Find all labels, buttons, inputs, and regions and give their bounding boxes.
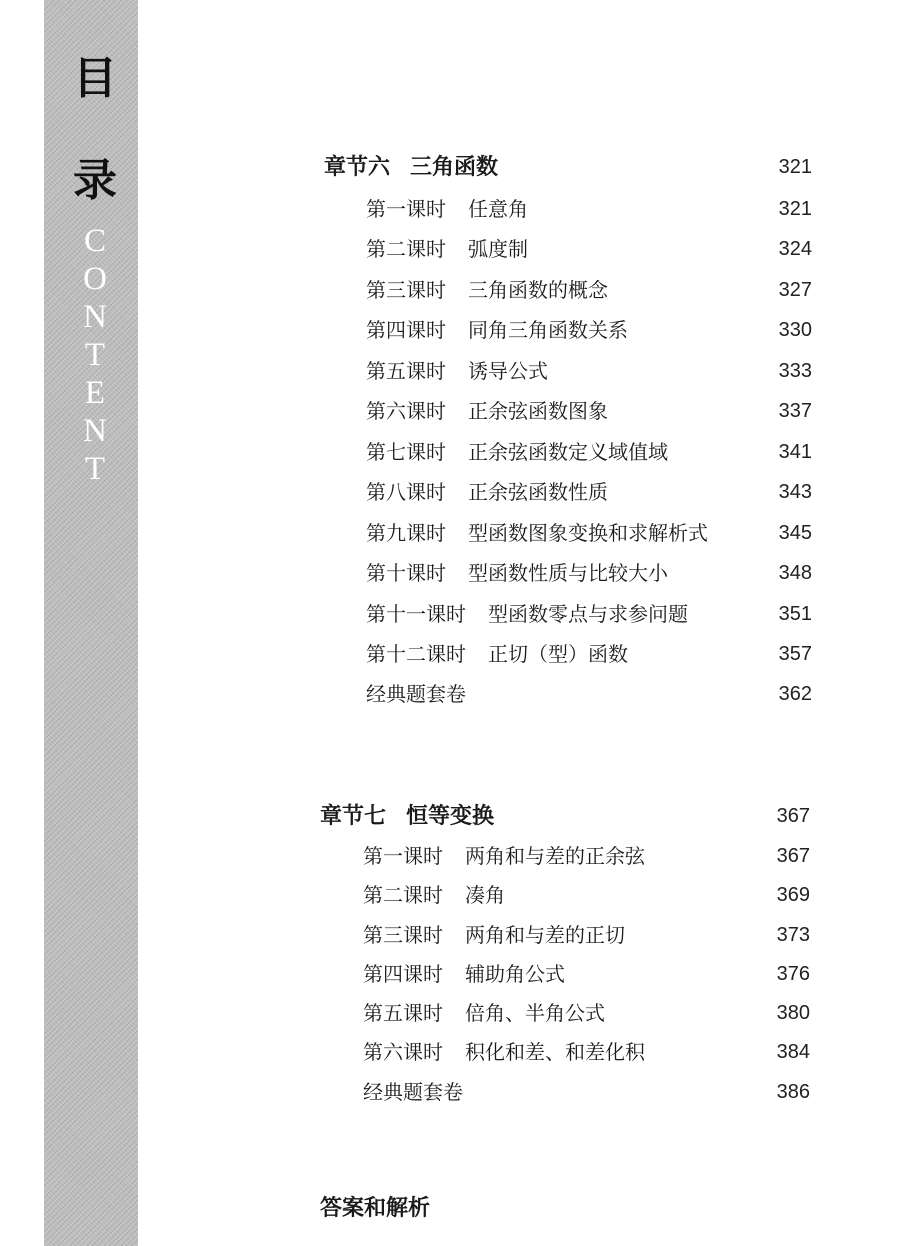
- page-number: 341: [778, 441, 812, 463]
- lesson-title: 诱导公式: [468, 359, 548, 383]
- page-number: 351: [778, 603, 812, 625]
- lesson-row[interactable]: [0, 232, 904, 266]
- lesson-number: 第一课时: [366, 197, 446, 221]
- lesson-number: 第三课时: [366, 278, 446, 302]
- page-number: 333: [778, 360, 812, 382]
- lesson-label: [363, 957, 565, 991]
- page-number: 321: [778, 198, 812, 220]
- lesson-label: [363, 878, 505, 912]
- page-number: 348: [778, 562, 812, 584]
- lesson-row[interactable]: [0, 918, 904, 952]
- lesson-label: [366, 475, 608, 509]
- page-number: 330: [778, 319, 812, 341]
- lesson-row[interactable]: [0, 192, 904, 226]
- page-number: 386: [776, 1081, 810, 1103]
- chapter-title: 恒等变换: [406, 803, 495, 829]
- lesson-label: [366, 516, 708, 550]
- lesson-title: 倍角、半角公式: [465, 1001, 605, 1025]
- content-letter: T: [84, 337, 106, 373]
- page-number: 337: [778, 400, 812, 422]
- chapter-label: [324, 150, 498, 184]
- lesson-row[interactable]: [0, 435, 904, 469]
- chapter-number: 章节六: [324, 154, 391, 180]
- lesson-title: 型函数图象变换和求解析式: [468, 521, 708, 545]
- lesson-row[interactable]: [0, 996, 904, 1030]
- content-letter: E: [84, 375, 106, 411]
- chapter-row[interactable]: [0, 799, 904, 833]
- lesson-label: [366, 394, 608, 428]
- lesson-number: 第二课时: [363, 883, 443, 907]
- content-letter: O: [83, 261, 107, 297]
- page-number: 357: [778, 643, 812, 665]
- title-char-mu: 目: [73, 53, 117, 104]
- lesson-row[interactable]: [0, 354, 904, 388]
- lesson-label: [366, 435, 668, 469]
- lesson-number: 第十二课时: [366, 642, 466, 666]
- page-number: 362: [778, 683, 812, 705]
- lesson-number: 第二课时: [366, 237, 446, 261]
- lesson-number: 第五课时: [363, 1001, 443, 1025]
- lesson-number: 第六课时: [366, 399, 446, 423]
- lesson-row[interactable]: [0, 878, 904, 912]
- chapter-title: 三角函数: [410, 154, 499, 180]
- lesson-row[interactable]: [0, 516, 904, 550]
- lesson-title: 两角和与差的正余弦: [465, 844, 645, 868]
- lesson-number: 第三课时: [363, 923, 443, 947]
- lesson-title: 辅助角公式: [465, 962, 565, 986]
- lesson-row[interactable]: [0, 1075, 904, 1109]
- lesson-title: 两角和与差的正切: [465, 923, 625, 947]
- lesson-label: [363, 996, 605, 1030]
- lesson-title: 积化和差、和差化积: [465, 1040, 645, 1064]
- lesson-title: 型函数零点与求参问题: [488, 602, 688, 626]
- lesson-label: [366, 273, 608, 307]
- lesson-row[interactable]: [0, 273, 904, 307]
- page-number: 373: [776, 924, 810, 946]
- lesson-title: 经典题套卷: [366, 682, 466, 706]
- lesson-title: 经典题套卷: [363, 1080, 463, 1104]
- lesson-row[interactable]: [0, 394, 904, 428]
- content-letter: C: [83, 223, 106, 259]
- content-letter: N: [83, 299, 107, 335]
- lesson-label: [366, 597, 688, 631]
- lesson-label: [366, 313, 628, 347]
- lesson-label: [366, 637, 628, 671]
- lesson-title: 正切（型）函数: [488, 642, 628, 666]
- lesson-label: [366, 677, 466, 711]
- lesson-label: [366, 556, 668, 590]
- lesson-title: 正余弦函数性质: [468, 480, 608, 504]
- chapter-number: 章节七: [320, 803, 387, 829]
- lesson-title: 任意角: [468, 197, 528, 221]
- lesson-label: [363, 1075, 463, 1109]
- lesson-row[interactable]: [0, 677, 904, 711]
- page-number: 384: [776, 1041, 810, 1063]
- lesson-title: 三角函数的概念: [468, 278, 608, 302]
- page-number: 327: [778, 279, 812, 301]
- lesson-number: 第八课时: [366, 480, 446, 504]
- content-letter: T: [84, 451, 106, 487]
- lesson-label: [363, 1035, 645, 1069]
- page-number: 343: [778, 481, 812, 503]
- page-number: 367: [776, 805, 810, 827]
- lesson-row[interactable]: [0, 597, 904, 631]
- lesson-number: 第四课时: [366, 318, 446, 342]
- chapter-row[interactable]: [0, 150, 904, 184]
- lesson-label: [366, 192, 528, 226]
- lesson-row[interactable]: [0, 637, 904, 671]
- lesson-number: 第十课时: [366, 561, 446, 585]
- lesson-title: 型函数性质与比较大小: [468, 561, 668, 585]
- page-number: 324: [778, 238, 812, 260]
- page-number: 380: [776, 1002, 810, 1024]
- lesson-number: 第十一课时: [366, 602, 466, 626]
- lesson-number: 第九课时: [366, 521, 446, 545]
- lesson-title: 正余弦函数定义域值域: [468, 440, 668, 464]
- content-letter: N: [83, 413, 107, 449]
- lesson-label: [363, 918, 625, 952]
- lesson-title: 弧度制: [468, 237, 528, 261]
- page-number: 369: [776, 884, 810, 906]
- lesson-title: 凑角: [465, 883, 505, 907]
- lesson-number: 第七课时: [366, 440, 446, 464]
- lesson-row[interactable]: [0, 313, 904, 347]
- chapter-label: [320, 799, 494, 833]
- title-char-lu: 录: [73, 155, 117, 206]
- lesson-row[interactable]: [0, 475, 904, 509]
- lesson-row[interactable]: [0, 1035, 904, 1069]
- lesson-row[interactable]: [0, 839, 904, 873]
- lesson-title: 同角三角函数关系: [468, 318, 628, 342]
- lesson-row[interactable]: [0, 556, 904, 590]
- answers-heading[interactable]: 答案和解析: [320, 1196, 431, 1221]
- page-number: 376: [776, 963, 810, 985]
- lesson-number: 第一课时: [363, 844, 443, 868]
- lesson-label: [366, 354, 548, 388]
- page-number: 367: [776, 845, 810, 867]
- lesson-label: [366, 232, 528, 266]
- lesson-number: 第四课时: [363, 962, 443, 986]
- page-number: 321: [778, 156, 812, 178]
- page-number: 345: [778, 522, 812, 544]
- lesson-label: [363, 839, 645, 873]
- lesson-number: 第五课时: [366, 359, 446, 383]
- lesson-title: 正余弦函数图象: [468, 399, 608, 423]
- lesson-row[interactable]: [0, 957, 904, 991]
- lesson-number: 第六课时: [363, 1040, 443, 1064]
